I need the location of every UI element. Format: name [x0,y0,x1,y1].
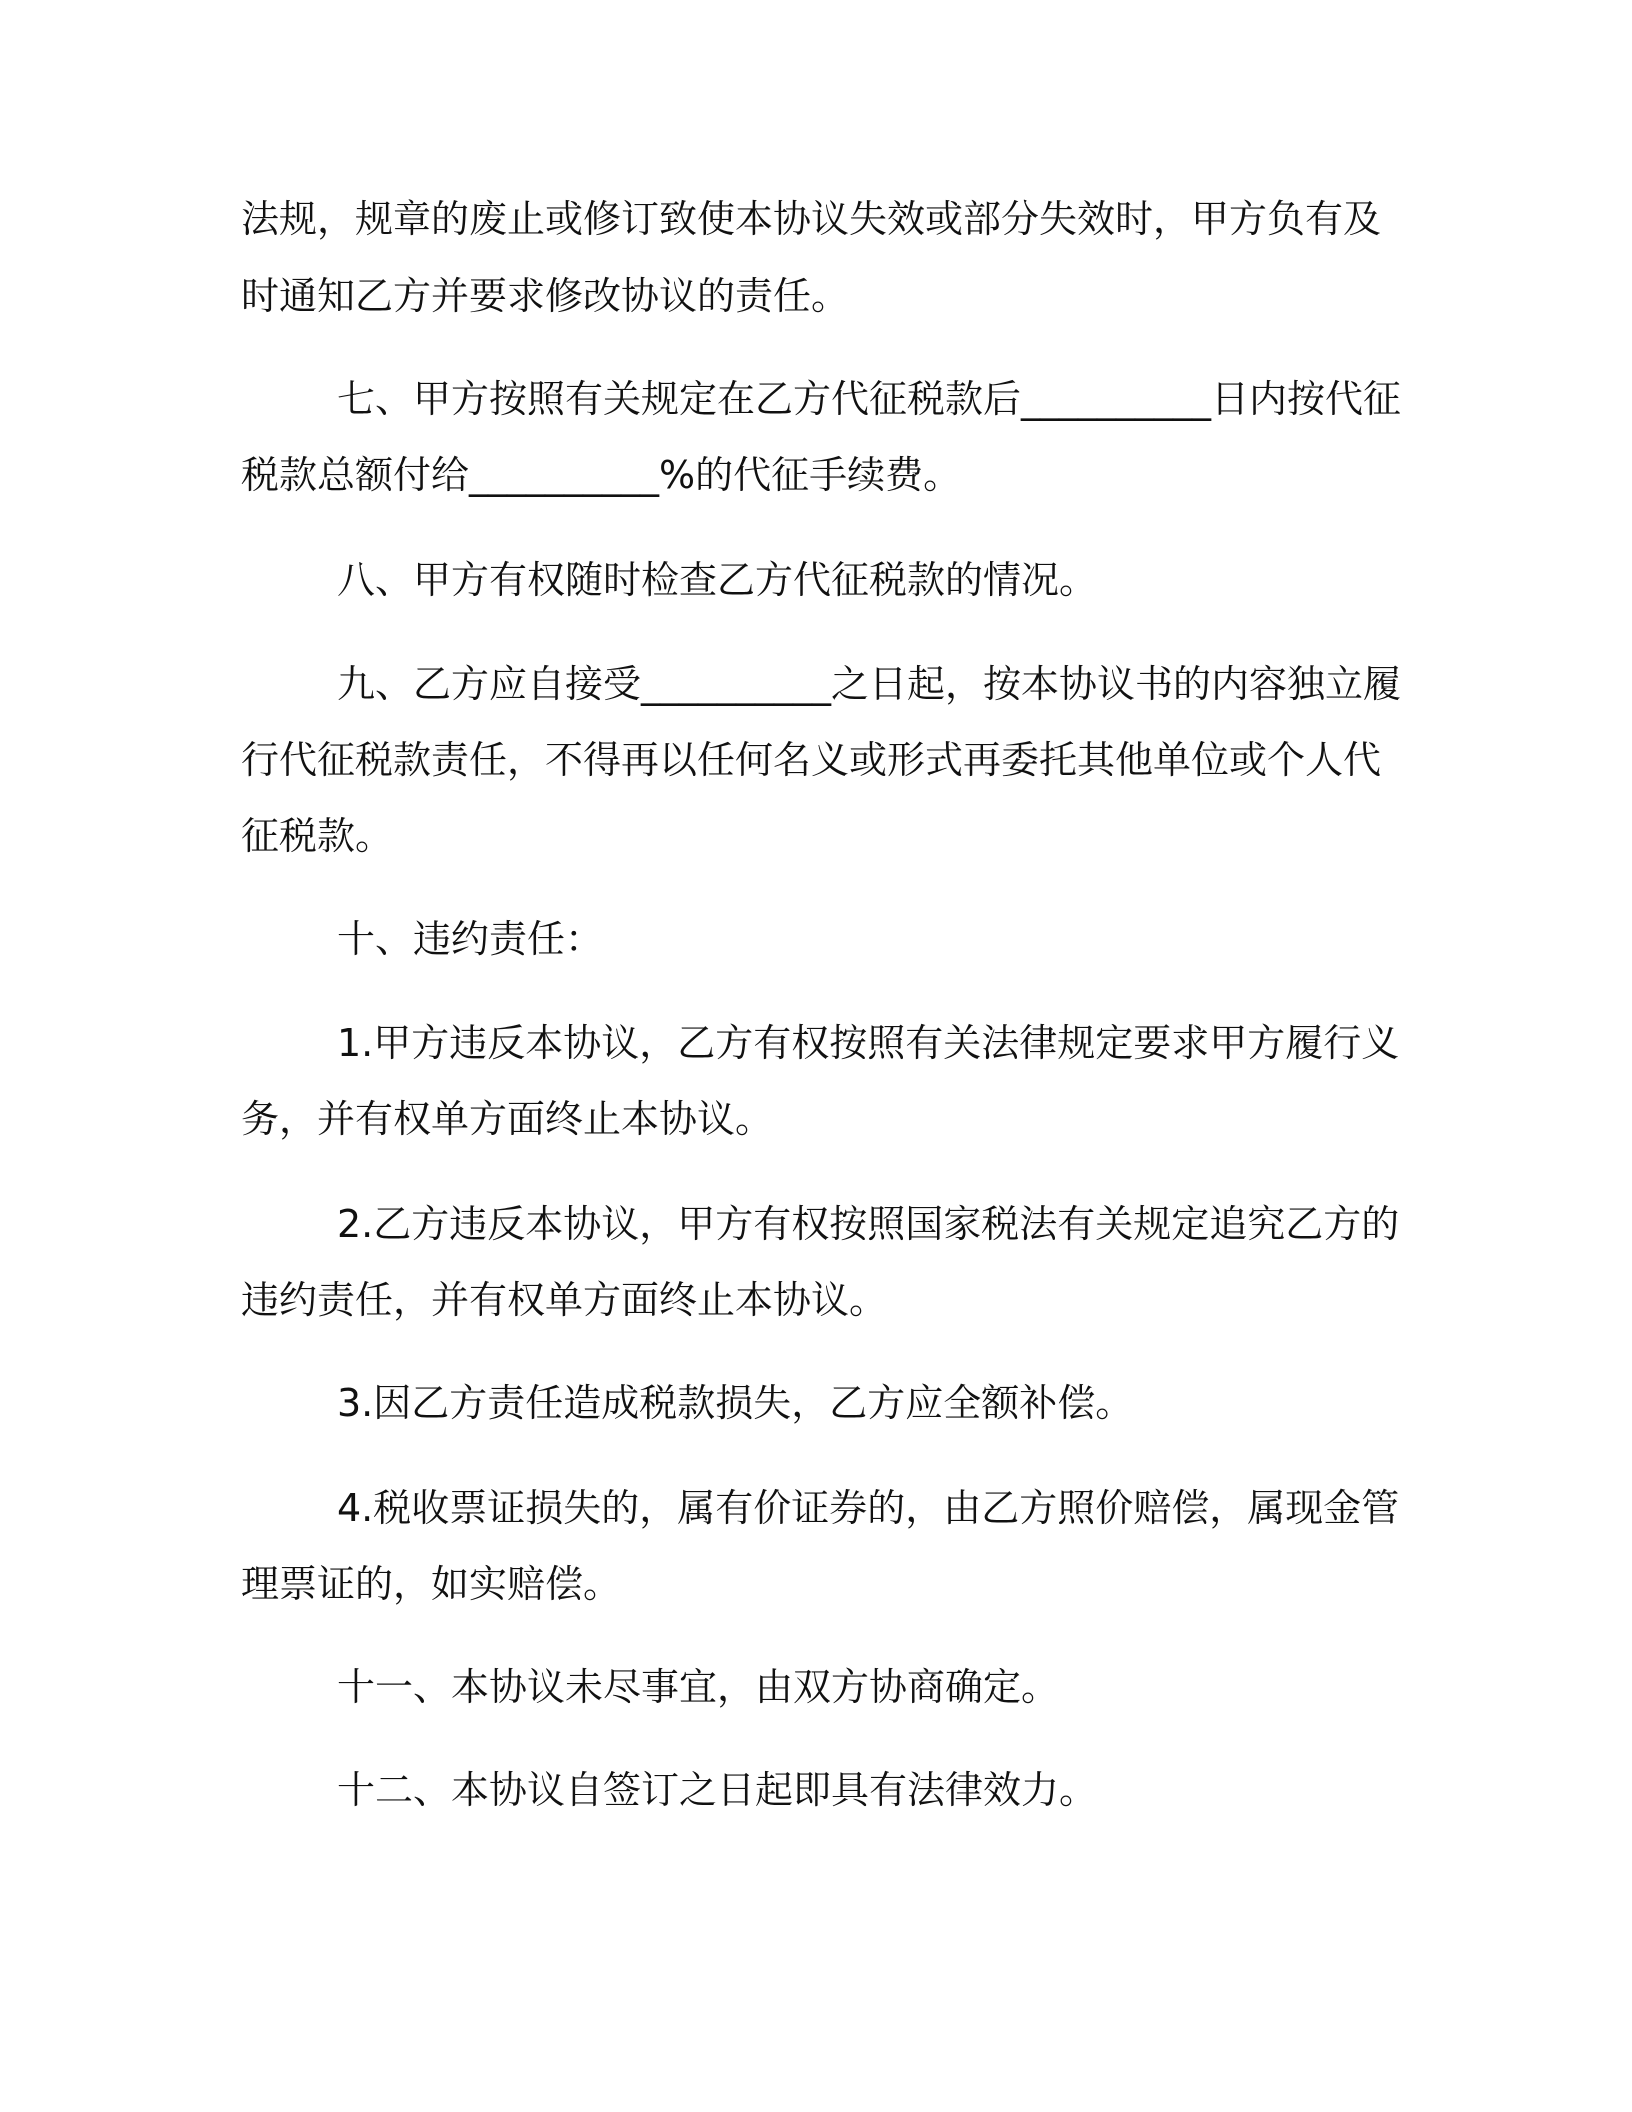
body-text-line: 时通知乙方并要求修改协议的责任。 [241,274,850,318]
body-text-line: 违约责任，并有权单方面终止本协议。 [241,1278,888,1322]
clause-8-text: 八、甲方有权随时检查乙方代征税款的情况。 [337,558,1098,602]
body-text-line: 法规，规章的废止或修订致使本协议失效或部分失效时，甲方负有及 [241,197,1382,241]
body-text-line: 务，并有权单方面终止本协议。 [241,1097,774,1141]
clause-10-item-4: 4.税收票证损失的，属有价证券的，由乙方照价赔偿，属现金管 [337,1486,1400,1530]
body-text-line: 理票证的，如实赔偿。 [241,1562,622,1606]
clause-10-item-2: 2.乙方违反本协议，甲方有权按照国家税法有关规定追究乙方的 [337,1202,1400,1246]
clause-12-text: 十二、本协议自签订之日起即具有法律效力。 [337,1768,1098,1812]
body-text-line: 税款总额付给__________%的代征手续费。 [241,453,962,497]
clause-9-text: 九、乙方应自接受__________之日起，按本协议书的内容独立履 [337,662,1402,706]
body-text-line: 征税款。 [241,814,394,858]
clause-10-heading: 十、违约责任： [337,917,604,961]
clause-10-item-3: 3.因乙方责任造成税款损失，乙方应全额补偿。 [337,1381,1134,1425]
clause-11-text: 十一、本协议未尽事宜，由双方协商确定。 [337,1665,1060,1709]
clause-10-item-1: 1.甲方违反本协议，乙方有权按照有关法律规定要求甲方履行义 [337,1021,1400,1065]
clause-7-text: 七、甲方按照有关规定在乙方代征税款后__________日内按代征 [337,377,1402,421]
body-text-line: 行代征税款责任，不得再以任何名义或形式再委托其他单位或个人代 [241,738,1382,782]
